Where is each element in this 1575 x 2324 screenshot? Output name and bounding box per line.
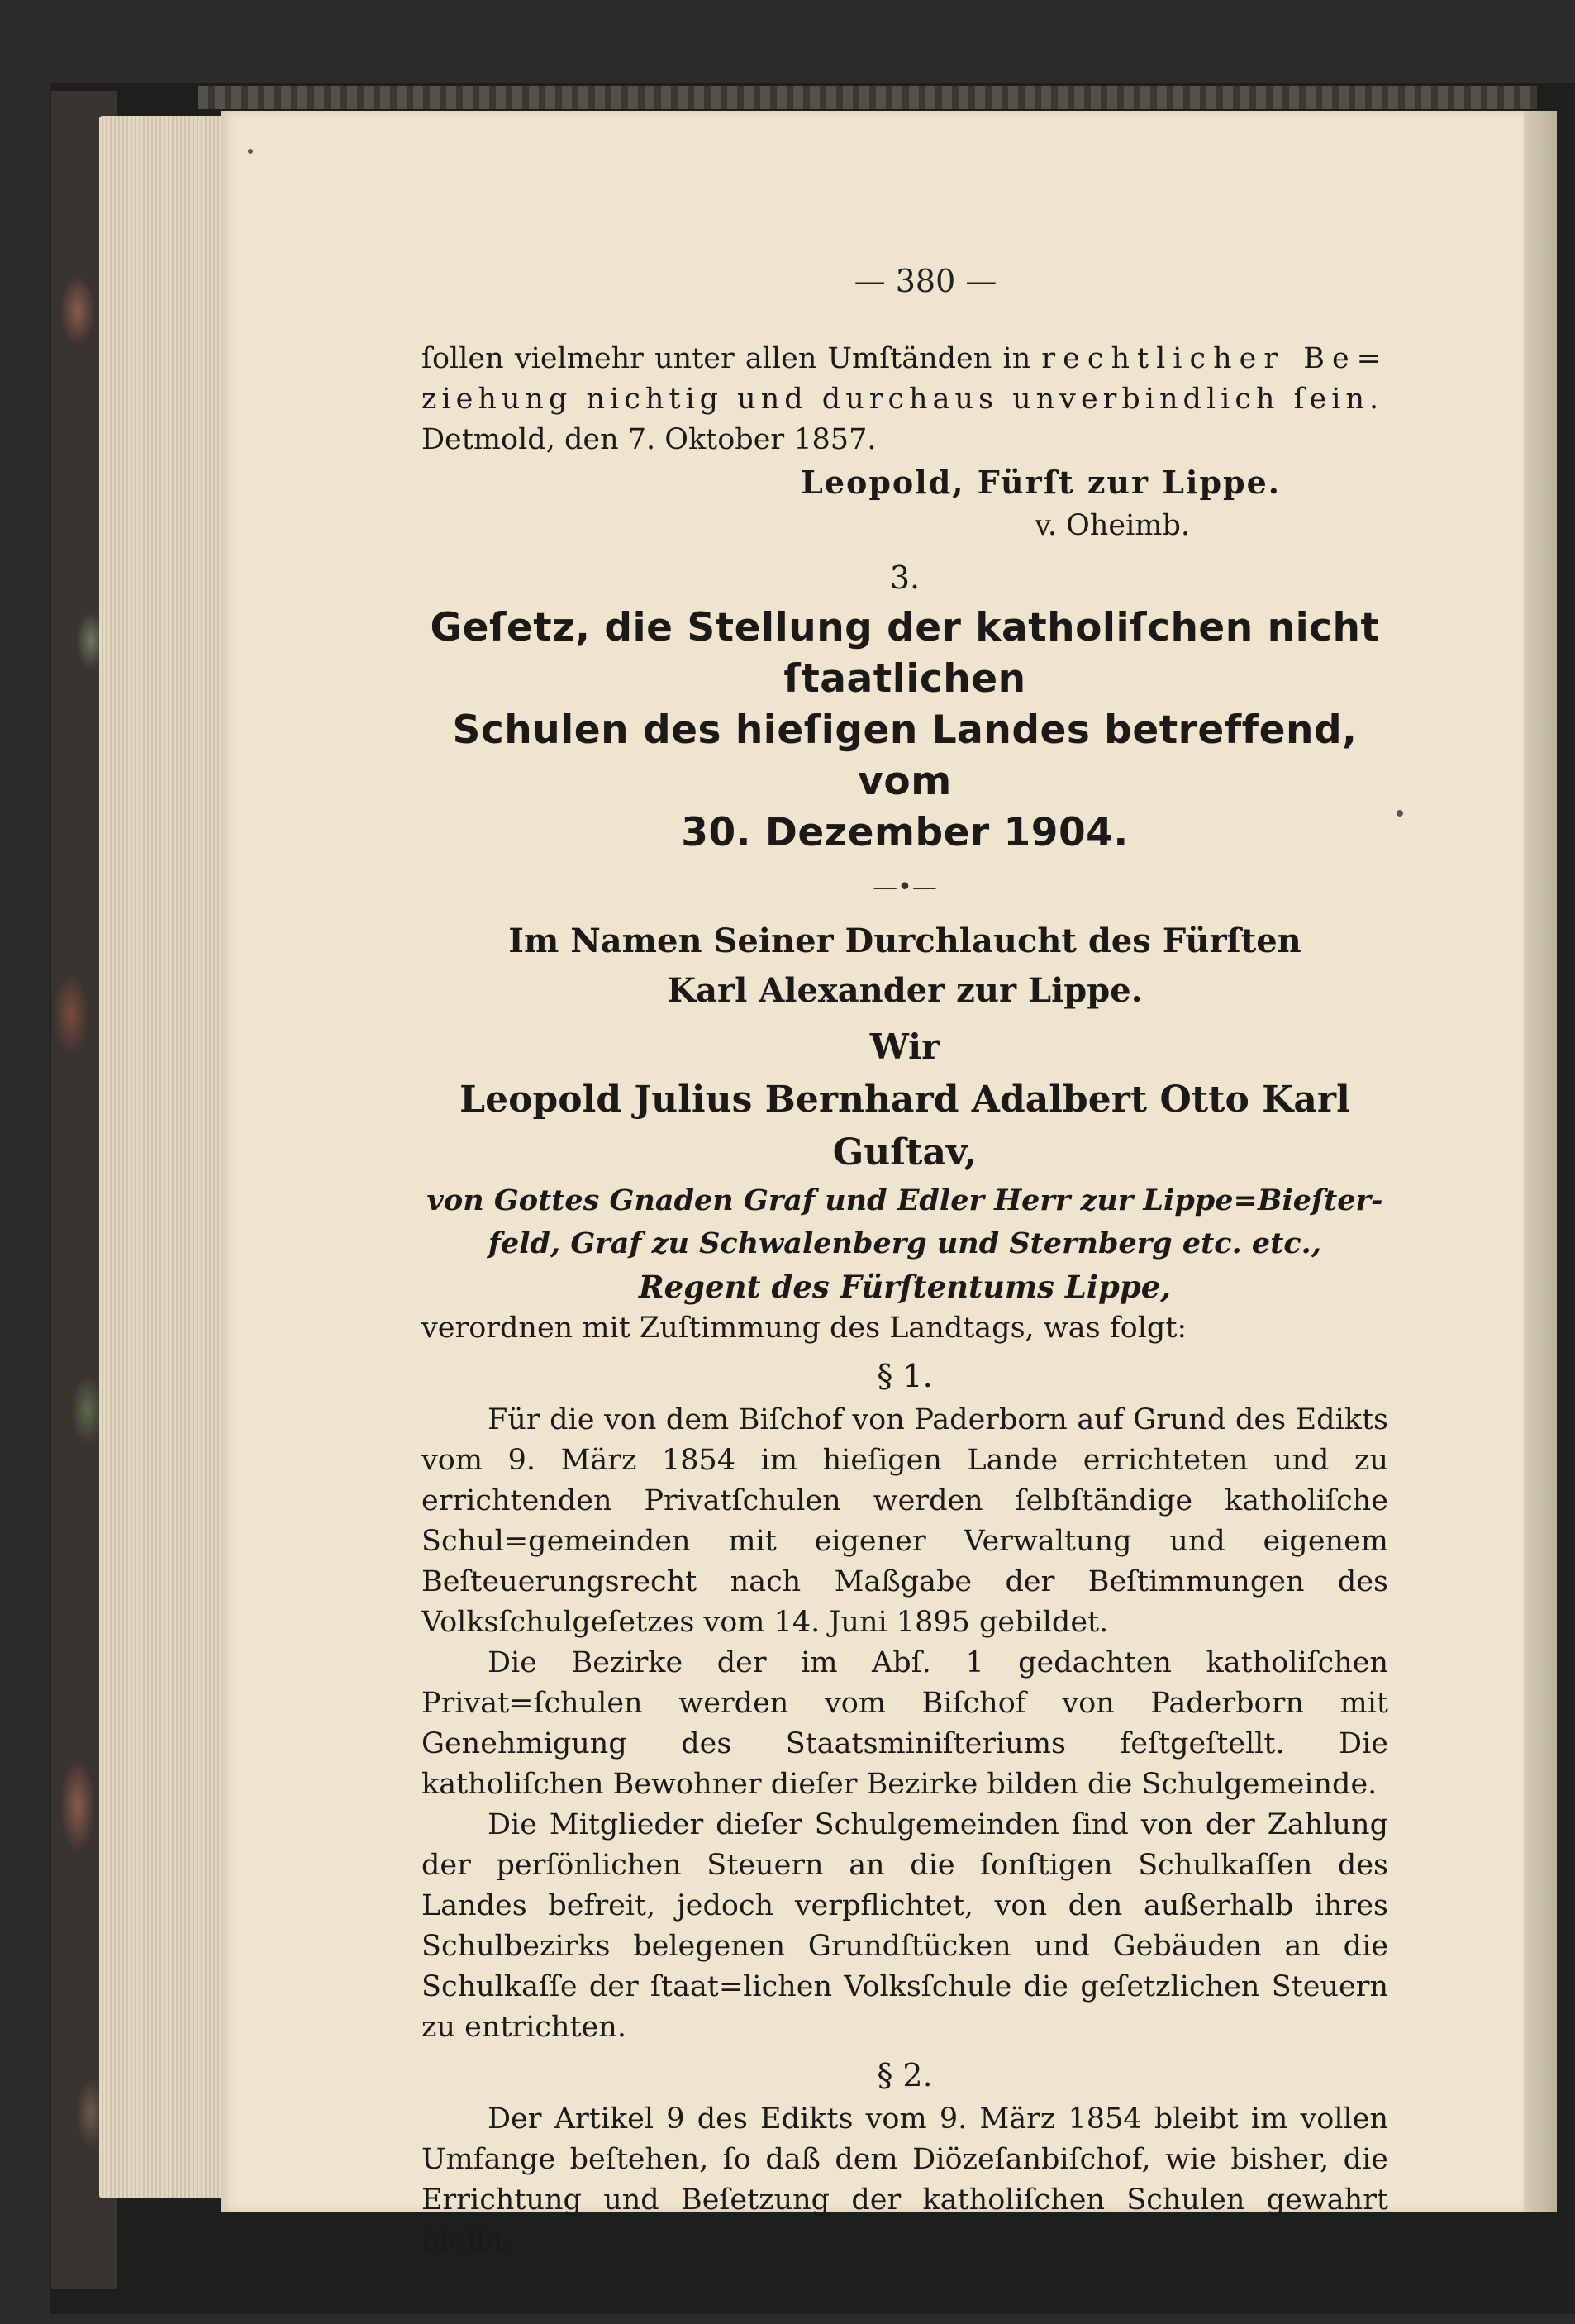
signature-countersign: v. Oheimb.	[1035, 509, 1190, 542]
opening-text-a: ſollen vielmehr unter allen Umſtänden in	[421, 342, 1031, 375]
invocation-line-1: Im Namen Seiner Durchlaucht des Fürſten	[508, 922, 1301, 960]
ink-speck	[1397, 810, 1403, 817]
wir-heading: Wir	[869, 1026, 940, 1067]
opening-line-1	[421, 339, 1388, 379]
paragraph-2-text-1: Der Artikel 9 des Edikts vom 9. März 1854 bleibt im vollen Umfange beſtehen, ſo daß dem Diözeſanbiſchof, wie bisher, die Errichtung und Beſetzung der katholiſchen Schulen gewahrt bleibt.	[421, 2103, 1388, 2257]
page-right-edge	[1524, 111, 1557, 2212]
paragraph-2-heading: § 2.	[877, 2057, 933, 2093]
invocation-line-2: Karl Alexander zur Lippe.	[667, 971, 1143, 1010]
paragraph-1-text-3: Die Mitglieder dieſer Schulgemeinden ſind von der Zahlung der perſönlichen Steuern an die ſonſtigen Schulkaſſen des Landes befreit, jedoch verpflichtet, von den außerhalb ihres Schulbezirks belegenen Grundſtücken und Gebäuden an die Schulkaſſe der ſtaat=lichen Volksſchule die geſetzlichen Steuern zu entrichten.	[421, 1808, 1388, 2044]
signature-place-date: Detmold, den 7. Oktober 1857.	[421, 423, 877, 456]
section-divider: —•—	[873, 873, 937, 902]
opening-text-b: rechtlicher Be=	[1041, 342, 1388, 375]
paragraph-1-text-2: Die Bezirke der im Abſ. 1 gedachten katholiſchen Privat=ſchulen werden vom Biſchof von Paderborn mit Genehmigung des Staatsminiſteriums feſtgeſtellt. Die katholiſchen Bewohner dieſer Bezirke bilden die Schulgemeinde.	[421, 1646, 1388, 1801]
law-title-line-2: Schulen des hieſigen Landes betreffend, vom	[452, 707, 1358, 804]
law-title-line-3: 30. Dezember 1904.	[681, 810, 1129, 855]
paragraph-1-heading: § 1.	[877, 1358, 933, 1394]
signature-ruler: Leopold, Fürſt zur Lippe.	[801, 464, 1281, 501]
page-number: — 380 —	[854, 263, 997, 299]
page-content	[421, 256, 1388, 2261]
paragraph-1-text-1: Für die von dem Biſchof von Paderborn auf Grund des Edikts vom 9. März 1854 im hieſigen Lande errichteten und zu errichtenden Privatſchulen werden ſelbſtändige katholiſche Schul=gemeinden mit eigener Verwaltung und eigenem Beſteuerungsrecht nach Maßgabe der Beſtimmungen des Volksſchulgeſetzes vom 14. Juni 1895 gebildet.	[421, 1403, 1388, 1639]
ruler-titles-line-1: von Gottes Gnaden Graf und Edler Herr zur Lippe=Bieſter-	[426, 1183, 1383, 1217]
section-number: 3.	[889, 560, 921, 596]
law-title-line-1: Geſetz, die Stellung der katholiſchen nicht ſtaatlichen	[430, 605, 1380, 702]
binding-band	[198, 86, 1537, 109]
ruler-name: Leopold Julius Bernhard Adalbert Otto Karl Guſtav,	[459, 1079, 1350, 1174]
ink-speck	[248, 149, 253, 154]
ruler-titles-line-3: Regent des Fürſtentums Lippe,	[638, 1269, 1172, 1305]
opening-line-2: ziehung nichtig und durchaus unverbindlich ſein.	[421, 383, 1384, 416]
decree-line: verordnen mit Zuſtimmung des Landtags, was folgt:	[421, 1312, 1187, 1345]
page-stack-edge	[99, 116, 231, 2198]
ruler-titles-line-2: feld, Graf zu Schwalenberg und Sternberg etc. etc.,	[488, 1226, 1322, 1260]
